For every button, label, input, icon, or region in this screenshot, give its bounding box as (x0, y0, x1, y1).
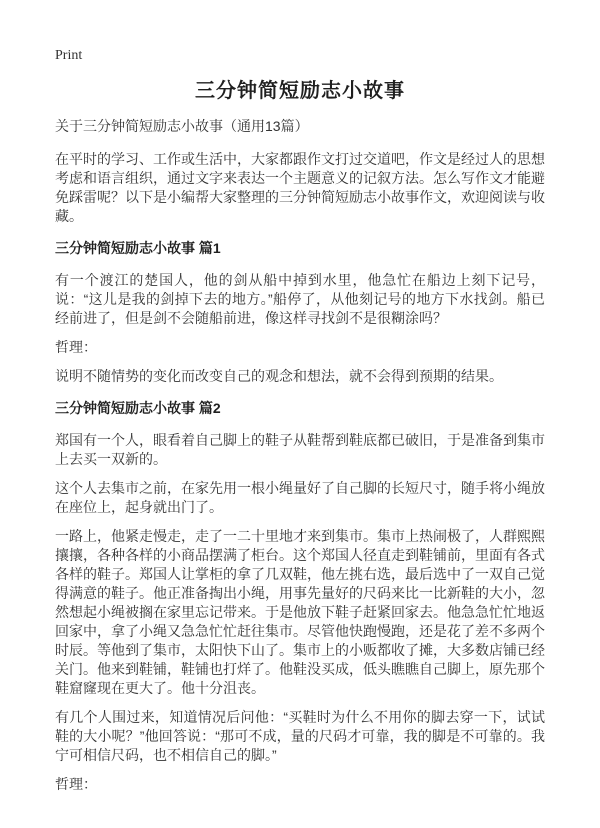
section-2-moral-label: 哲理： (55, 776, 97, 792)
section-2-paragraph-2: 这个人去集市之前，在家先用一根小绳量好了自己脚的长短尺寸，随手将小绳放在座位上，起身就出门了。 (55, 480, 545, 515)
intro-paragraph: 在平时的学习、工作或生活中，大家都跟作文打过交道吧，作文是经过人的思想考虑和语言组织，通过文字来表达一个主题意义的记叙方法。怎么写作文才能避免踩雷呢？以下是小编帮大家整理的三分钟简短励志小故事作文，欢迎阅读与收藏。 (55, 151, 545, 224)
section-1-moral-label: 哲理： (55, 339, 97, 355)
section-2-paragraph-4: 有几个人围过来，知道情况后问他：“买鞋时为什么不用你的脚去穿一下，试试鞋的大小呢？”他回答说：“那可不成，量的尺码才可靠，我的脚是不可靠的。我宁可相信尺码，也不相信自己的脚。” (55, 709, 545, 763)
section-1-heading: 三分钟简短励志小故事 篇1 (55, 240, 221, 256)
page-title: 三分钟简短励志小故事 (195, 80, 405, 102)
section-2-paragraph-1: 郑国有一个人，眼看着自己脚上的鞋子从鞋帮到鞋底都已破旧，于是准备到集市上去买一双新的。 (55, 432, 545, 467)
section-2-heading: 三分钟简短励志小故事 篇2 (55, 400, 221, 416)
section-1-story-paragraph: 有一个渡江的楚国人，他的剑从船中掉到水里，他急忙在船边上刻下记号，说：“这儿是我的剑掉下去的地方。”船停了，从他刻记号的地方下水找剑。船已经前进了，但是剑不会随船前进，像这样寻找剑不是很糊涂吗？ (55, 272, 545, 326)
document-subtitle: 关于三分钟简短励志小故事（通用13篇） (55, 118, 309, 134)
print-button[interactable]: Print (55, 48, 83, 63)
section-1-moral-text: 说明不随情势的变化而改变自己的观念和想法，就不会得到预期的结果。 (55, 368, 503, 384)
section-2-paragraph-3: 一路上，他紧走慢走，走了一二十里地才来到集市。集市上热闹极了，人群熙熙攘攘，各种各样的小商品摆满了柜台。这个郑国人径直走到鞋铺前，里面有各式各样的鞋子。郑国人让掌柜的拿了几双鞋，他左挑右选，最后选中了一双自己觉得满意的鞋子。他正准备掏出小绳，用事先量好的尺码来比一比新鞋的大小，忽然想起小绳被搁在家里忘记带来。于是他放下鞋子赶紧回家去。他急急忙忙地返回家中，拿了小绳又急急忙忙赶往集市。尽管他快跑慢跑，还是花了差不多两个时辰。等他到了集市，太阳快下山了。集市上的小贩都收了摊，大多数店铺已经关门。他来到鞋铺，鞋铺也打烊了。他鞋没买成，低头瞧瞧自己脚上，原先那个鞋窟窿现在更大了。他十分沮丧。 (55, 528, 545, 696)
